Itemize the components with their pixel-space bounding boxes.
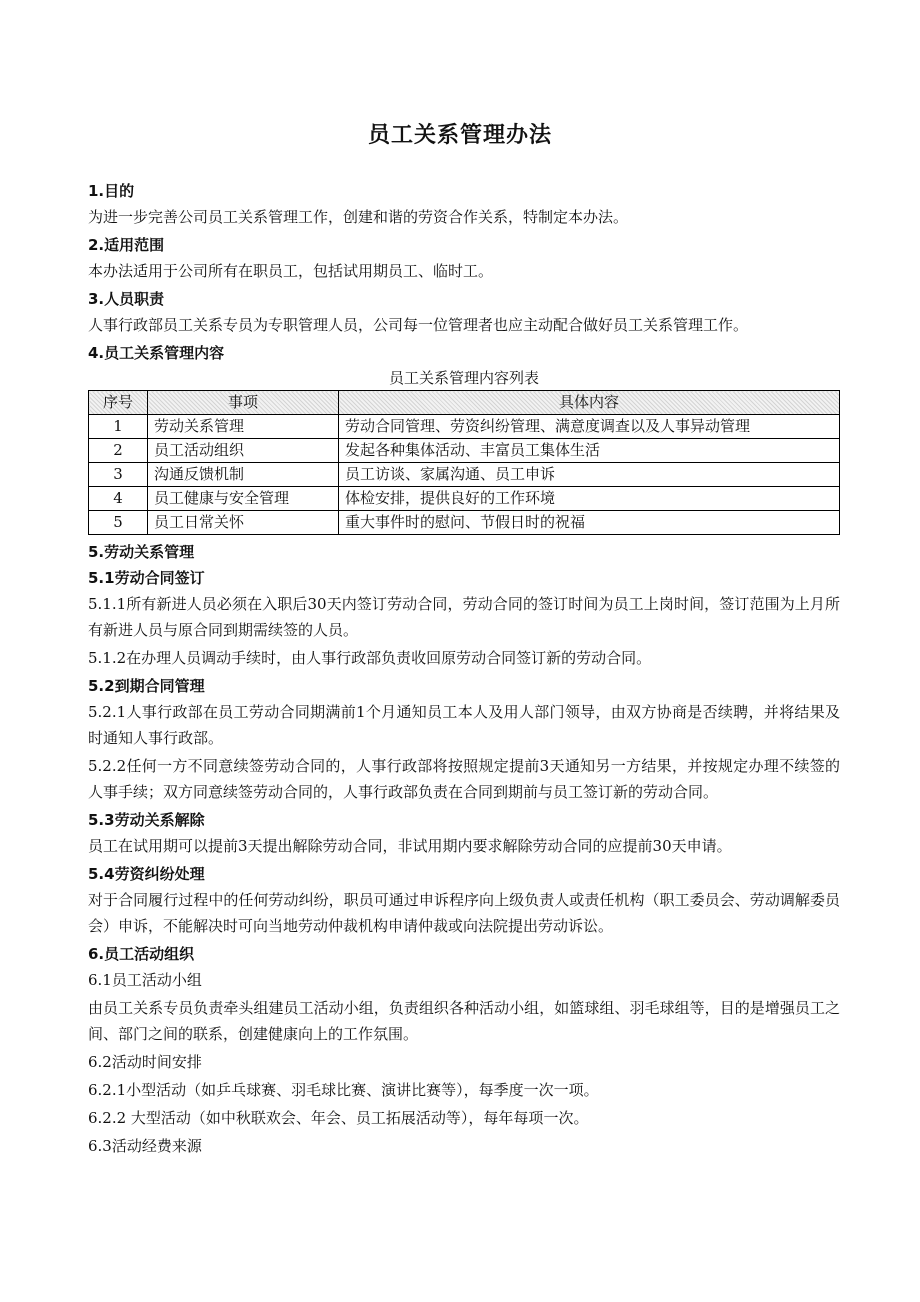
section-5-4-text: 对于合同履行过程中的任何劳动纠纷，职员可通过申诉程序向上级负责人或责任机构（职工委员会、劳动调解委员会）申诉，不能解决时可向当地劳动仲裁机构申请仲裁或向法院提出劳动诉讼。 bbox=[88, 891, 840, 935]
header-index: 序号 bbox=[89, 391, 148, 415]
section-5-2-heading: 5.2到期合同管理 bbox=[88, 677, 205, 695]
section-6-2-1-text: 6.2.1小型活动（如乒乓球赛、羽毛球比赛、演讲比赛等），每季度一次一项。 bbox=[88, 1081, 599, 1099]
section-5-3-text: 员工在试用期可以提前3天提出解除劳动合同，非试用期内要求解除劳动合同的应提前30天申请。 bbox=[88, 837, 732, 855]
cell-index: 2 bbox=[89, 439, 148, 463]
section-6-1-text: 由员工关系专员负责牵头组建员工活动小组，负责组织各种活动小组，如篮球组、羽毛球组等，目的是增强员工之间、部门之间的联系，创建健康向上的工作氛围。 bbox=[88, 999, 840, 1043]
section-6-2-2-text: 6.2.2 大型活动（如中秋联欢会、年会、员工拓展活动等），每年每项一次。 bbox=[88, 1109, 589, 1127]
section-5-heading: 5.劳动关系管理 bbox=[88, 543, 195, 561]
table-row bbox=[89, 415, 840, 439]
section-5-2-2-text: 5.2.2任何一方不同意续签劳动合同的，人事行政部将按照规定提前3天通知另一方结果，并按规定办理不续签的人事手续；双方同意续签劳动合同的，人事行政部负责在合同到期前与员工签订新的劳动合同。 bbox=[88, 757, 840, 801]
section-3-heading: 3.人员职责 bbox=[88, 290, 165, 308]
cell-detail: 劳动合同管理、劳资纠纷管理、满意度调查以及人事异动管理 bbox=[339, 415, 840, 439]
section-2-text: 本办法适用于公司所有在职员工，包括试用期员工、临时工。 bbox=[88, 262, 494, 280]
cell-item: 员工日常关怀 bbox=[148, 511, 339, 535]
document-body bbox=[88, 178, 840, 1161]
cell-detail: 员工访谈、家属沟通、员工申诉 bbox=[339, 463, 840, 487]
cell-index: 5 bbox=[89, 511, 148, 535]
header-detail: 具体内容 bbox=[339, 391, 840, 415]
header-item: 事项 bbox=[148, 391, 339, 415]
section-5-1-heading: 5.1劳动合同签订 bbox=[88, 569, 205, 587]
cell-detail: 体检安排，提供良好的工作环境 bbox=[339, 487, 840, 511]
section-5-1-2-text: 5.1.2在办理人员调动手续时，由人事行政部负责收回原劳动合同签订新的劳动合同。 bbox=[88, 649, 652, 667]
cell-index: 4 bbox=[89, 487, 148, 511]
section-6-3-heading: 6.3活动经费来源 bbox=[88, 1137, 202, 1155]
section-5-1-1-text: 5.1.1所有新进人员必须在入职后30天内签订劳动合同，劳动合同的签订时间为员工上岗时间，签订范围为上月所有新进人员与原合同到期需续签的人员。 bbox=[88, 595, 840, 639]
table-row bbox=[89, 487, 840, 511]
section-5-2-1-text: 5.2.1人事行政部在员工劳动合同期满前1个月通知员工本人及用人部门领导，由双方协商是否续聘，并将结果及时通知人事行政部。 bbox=[88, 703, 840, 747]
table-row bbox=[89, 511, 840, 535]
table-row bbox=[89, 439, 840, 463]
cell-detail: 发起各种集体活动、丰富员工集体生活 bbox=[339, 439, 840, 463]
cell-item: 员工活动组织 bbox=[148, 439, 339, 463]
cell-item: 沟通反馈机制 bbox=[148, 463, 339, 487]
cell-index: 3 bbox=[89, 463, 148, 487]
section-1-text: 为进一步完善公司员工关系管理工作，创建和谐的劳资合作关系，特制定本办法。 bbox=[88, 208, 629, 226]
section-6-1-heading: 6.1员工活动小组 bbox=[88, 971, 202, 989]
section-6-2-heading: 6.2活动时间安排 bbox=[88, 1053, 202, 1071]
cell-index: 1 bbox=[89, 415, 148, 439]
section-4-heading: 4.员工关系管理内容 bbox=[88, 344, 225, 362]
section-6-heading: 6.员工活动组织 bbox=[88, 945, 195, 963]
document-title: 员工关系管理办法 bbox=[367, 123, 552, 148]
content-table bbox=[88, 390, 840, 535]
cell-detail: 重大事件时的慰问、节假日时的祝福 bbox=[339, 511, 840, 535]
section-2-heading: 2.适用范围 bbox=[88, 236, 165, 254]
section-5-4-heading: 5.4劳资纠纷处理 bbox=[88, 865, 205, 883]
section-5-3-heading: 5.3劳动关系解除 bbox=[88, 811, 205, 829]
table-header-row bbox=[89, 391, 840, 415]
table-caption: 员工关系管理内容列表 bbox=[388, 369, 539, 387]
cell-item: 劳动关系管理 bbox=[148, 415, 339, 439]
cell-item: 员工健康与安全管理 bbox=[148, 487, 339, 511]
table-row bbox=[89, 463, 840, 487]
section-1-heading: 1.目的 bbox=[88, 182, 135, 200]
section-3-text: 人事行政部员工关系专员为专职管理人员，公司每一位管理者也应主动配合做好员工关系管理工作。 bbox=[88, 316, 749, 334]
